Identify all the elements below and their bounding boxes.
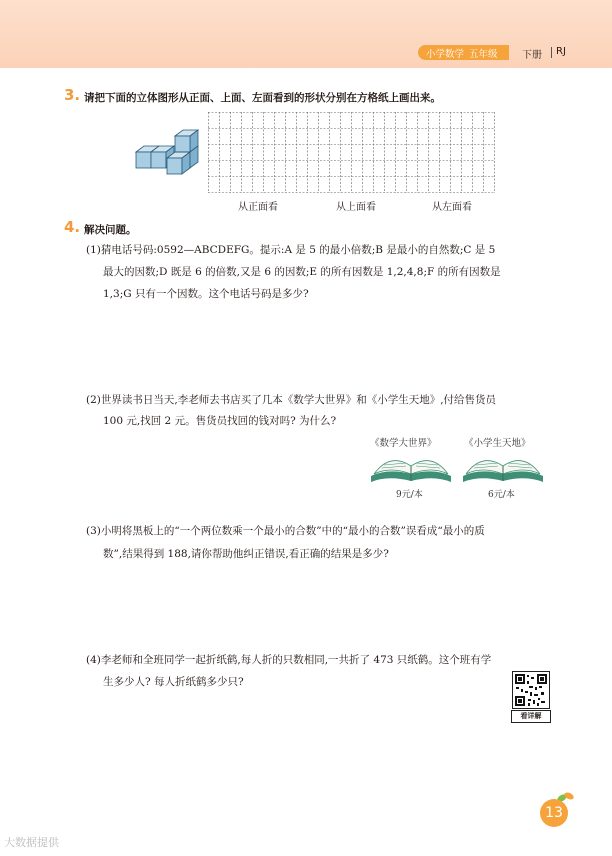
view-label-left: 从左面看 (432, 202, 472, 213)
book-2-title: 《小学生天地》 (464, 438, 531, 449)
book-1-icon (368, 446, 454, 486)
book-2-icon (460, 446, 546, 486)
problem-3-line-2: 数”,结果得到 188,请你帮助他纠正错误,看正确的结果是多少? (103, 548, 389, 560)
problem-3-line-1: (3)小明将黑板上的“一个两位数乘一个最小的合数”中的“最小的合数”误看成“最小的质 (86, 525, 485, 537)
view-label-top: 从上面看 (336, 202, 376, 213)
header-grade: 五年级 (469, 48, 498, 60)
question-4-number: 4. (64, 218, 81, 236)
problem-1-line-1: (1)猜电话号码:0592—ABCDEFG。提示:A 是 5 的最小倍数;B 是最小的自然数;C 是 5 (86, 244, 496, 256)
question-3-number: 3. (64, 86, 81, 104)
page-number: 13 (540, 799, 568, 827)
watermark: 大数据提供 (4, 836, 59, 849)
qr-detail-label[interactable]: 看详解 (511, 710, 551, 723)
problem-4-line-1: (4)李老师和全班同学一起折纸鹤,每人折的只数相同,一共折了 473 只纸鹤。这个班有学 (86, 654, 492, 666)
qr-code[interactable] (512, 671, 550, 709)
question-4-title: 解决问题。 (84, 224, 137, 236)
book-2-price: 6元/本 (488, 490, 515, 500)
problem-2-line-1: (2)世界读书日当天,李老师去书店买了几本《数学大世界》和《小学生天地》,付给售货员 (86, 394, 497, 406)
header-edition: RJ (556, 46, 566, 57)
book-1-price: 9元/本 (396, 490, 423, 500)
problem-2-line-2: 100 元,找回 2 元。售货员找回的钱对吗? 为什么? (103, 415, 337, 427)
question-3-prompt: 请把下面的立体图形从正面、上面、左面看到的形状分别在方格纸上画出来。 (84, 92, 441, 104)
problem-1-line-3: 1,3;G 只有一个因数。这个电话号码是多少? (103, 288, 309, 300)
header-subject-badge (418, 45, 509, 60)
header-subject: 小学数学 (426, 48, 465, 60)
view-label-front: 从正面看 (238, 202, 278, 213)
header-volume: 下册 (522, 50, 542, 61)
book-1-title: 《数学大世界》 (370, 438, 437, 449)
problem-1-line-2: 最大的因数;D 既是 6 的倍数,又是 6 的因数;E 的所有因数是 1,2,4,8;F 的所有因数是 (103, 266, 501, 278)
problem-4-line-2: 生多少人? 每人折纸鹤多少只? (103, 676, 244, 688)
header-band (0, 0, 612, 68)
cube-figure (130, 128, 210, 180)
grid-paper (208, 112, 496, 194)
header-divider (551, 47, 552, 58)
